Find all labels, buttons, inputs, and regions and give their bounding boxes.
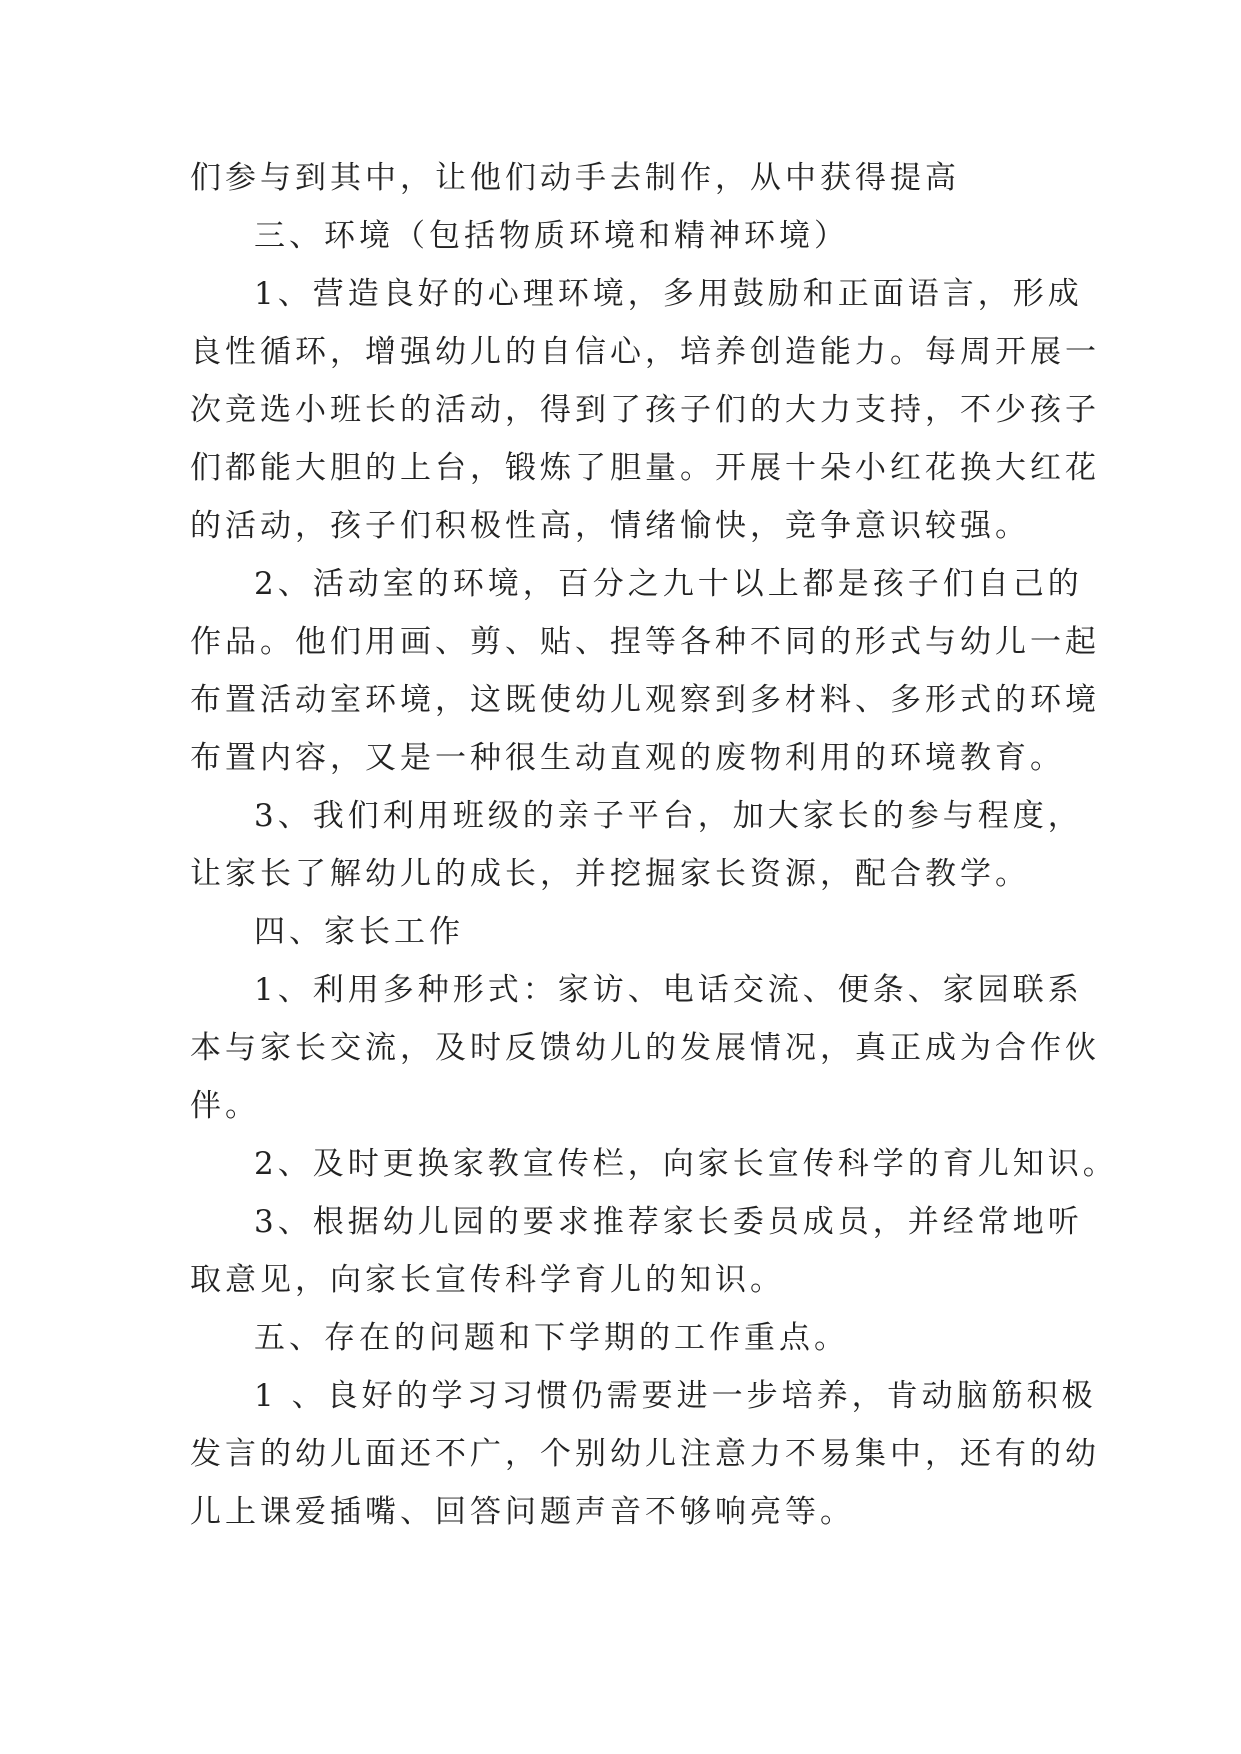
section-heading-problems: 五、存在的问题和下学期的工作重点。 [254,1320,849,1356]
paragraph-line: 2、活动室的环境，百分之九十以上都是孩子们自己的 [254,566,1083,602]
text-line: 良性循环，增强幼儿的自信心，培养创造能力。每周开展一 [190,334,1100,370]
text-line: 儿上课爱插嘴、回答问题声音不够响亮等。 [190,1494,855,1530]
text-line: 发言的幼儿面还不广，个别幼儿注意力不易集中，还有的幼 [190,1436,1100,1472]
text-line: 的活动，孩子们积极性高，情绪愉快，竞争意识较强。 [190,508,1030,544]
text-line: 取意见，向家长宣传科学育儿的知识。 [190,1262,785,1298]
text-line: 本与家长交流，及时反馈幼儿的发展情况，真正成为合作伙 [190,1030,1100,1066]
text-line: 们参与到其中，让他们动手去制作，从中获得提高 [190,160,960,196]
text-line: 让家长了解幼儿的成长，并挖掘家长资源，配合教学。 [190,856,1030,892]
paragraph-line: 3、根据幼儿园的要求推荐家长委员成员，并经常地听 [254,1204,1083,1240]
text-line: 布置内容，又是一种很生动直观的废物利用的环境教育。 [190,740,1065,776]
paragraph-line: 1、利用多种形式：家访、电话交流、便条、家园联系 [254,972,1083,1008]
text-line: 作品。他们用画、剪、贴、捏等各种不同的形式与幼儿一起 [190,624,1100,660]
section-heading-parents: 四、家长工作 [254,914,464,950]
text-line: 次竞选小班长的活动，得到了孩子们的大力支持，不少孩子 [190,392,1100,428]
paragraph-line: 2、及时更换家教宣传栏，向家长宣传科学的育儿知识。 [254,1146,1118,1182]
paragraph-line: 3、我们利用班级的亲子平台，加大家长的参与程度， [254,798,1083,834]
text-line: 伴。 [190,1088,260,1124]
paragraph-line: 1、营造良好的心理环境，多用鼓励和正面语言，形成 [254,276,1083,312]
paragraph-line: 1 、良好的学习习惯仍需要进一步培养，肯动脑筋积极 [254,1378,1097,1414]
section-heading-environment: 三、环境（包括物质环境和精神环境） [254,218,849,254]
text-line: 布置活动室环境，这既使幼儿观察到多材料、多形式的环境 [190,682,1100,718]
text-line: 们都能大胆的上台，锻炼了胆量。开展十朵小红花换大红花 [190,450,1100,486]
